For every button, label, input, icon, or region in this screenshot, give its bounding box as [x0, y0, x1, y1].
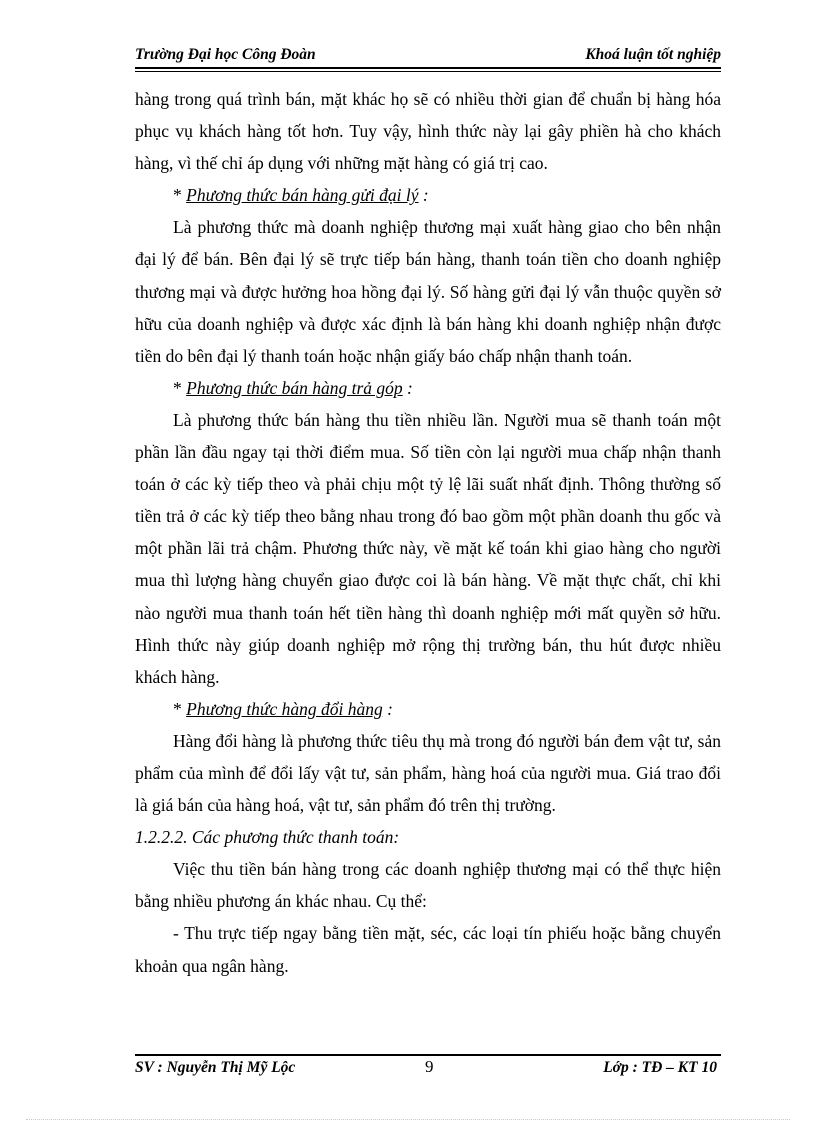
paragraph-barter: Hàng đổi hàng là phương thức tiêu thụ mà trong đó người bán đem vật tư, sản phẩm của mình để đổi lấy vật tư, sản phẩm, hàng hoá của người mua. Giá trao đổi là giá bán của hàng hoá, vật tư, sản phẩm đó trên thị trường. — [135, 730, 721, 816]
header-rule-thick — [135, 67, 721, 69]
paragraph-direct-payment: - Thu trực tiếp ngay bằng tiền mặt, séc, các loại tín phiếu hoặc bằng chuyển khoản qua ngân hàng. — [135, 923, 721, 976]
header-university: Trường Đại học Công Đoàn — [135, 46, 316, 63]
document-body — [135, 83, 721, 982]
heading-title: Phương thức bán hàng trả góp — [186, 377, 403, 398]
heading-bullet: * — [173, 377, 187, 398]
heading-title: Phương thức hàng đổi hàng — [186, 698, 383, 719]
subheading-barter — [135, 693, 721, 725]
subheading-installment-sales — [135, 372, 721, 404]
running-footer — [135, 1059, 721, 1081]
heading-colon: : — [382, 698, 393, 719]
heading-bullet: * — [173, 185, 187, 206]
heading-colon: : — [418, 185, 429, 206]
paragraph-continuation: hàng trong quá trình bán, mặt khác họ sẽ có nhiều thời gian để chuẩn bị hàng hóa phục vụ khách hàng tốt hơn. Tuy vậy, hình thức này lại gây phiền hà cho khách hàng, vì thế chỉ áp dụng với những mặt hàng có giá trị cao. — [135, 89, 721, 174]
header-thesis-title: Khoá luận tốt nghiệp — [585, 46, 721, 63]
heading-bullet: * — [173, 698, 187, 719]
paragraph-payment-intro: Việc thu tiền bán hàng trong các doanh nghiệp thương mại có thể thực hiện bằng nhiều phương án khác nhau. Cụ thể: — [135, 859, 721, 912]
footer-rule — [135, 1054, 721, 1056]
footer-student-name: SV : Nguyễn Thị Mỹ Lộc — [135, 1059, 296, 1076]
subheading-agency-sales — [135, 179, 721, 211]
footer-class: Lớp : TĐ – KT 10 — [603, 1059, 717, 1076]
running-header — [135, 44, 721, 66]
page-edge-dotted-rule — [26, 1119, 790, 1120]
header-rule-thin — [135, 71, 721, 72]
heading-colon: : — [402, 377, 413, 398]
paragraph-installment-sales: Là phương thức bán hàng thu tiền nhiều lần. Người mua sẽ thanh toán một phần lần đầu ngay tại thời điểm mua. Số tiền còn lại người mua chấp nhận thanh toán ở các kỳ tiếp theo và phải chịu một tỷ lệ lãi suất nhất định. Thông thường số tiền trả ở các kỳ tiếp theo bằng nhau trong đó bao gồm một phần doanh thu gốc và một phần lãi trả chậm. Phương thức này, về mặt kế toán khi giao hàng cho người mua thì lượng hàng chuyển giao được coi là bán hàng. Về mặt thực chất, chỉ khi nào người mua thanh toán hết tiền hàng thì doanh nghiệp mới mất quyền sở hữu. Hình thức này giúp doanh nghiệp mở rộng thị trường bán, thu hút được nhiều khách hàng. — [135, 409, 721, 687]
heading-title: Phương thức bán hàng gửi đại lý — [186, 185, 419, 206]
paragraph-agency-sales: Là phương thức mà doanh nghiệp thương mại xuất hàng giao cho bên nhận đại lý để bán. Bên đại lý sẽ trực tiếp bán hàng, thanh toán tiền cho doanh nghiệp thương mại và được hưởng hoa hồng đại lý. Số hàng gửi đại lý vẫn thuộc quyền sở hữu của doanh nghiệp và được xác định là bán hàng khi doanh nghiệp nhận được tiền do bên đại lý thanh toán hoặc nhận giấy báo chấp nhận thanh toán. — [135, 217, 721, 366]
page-number: 9 — [425, 1057, 434, 1076]
section-heading-payment-methods: 1.2.2.2. Các phương thức thanh toán: — [135, 827, 400, 848]
